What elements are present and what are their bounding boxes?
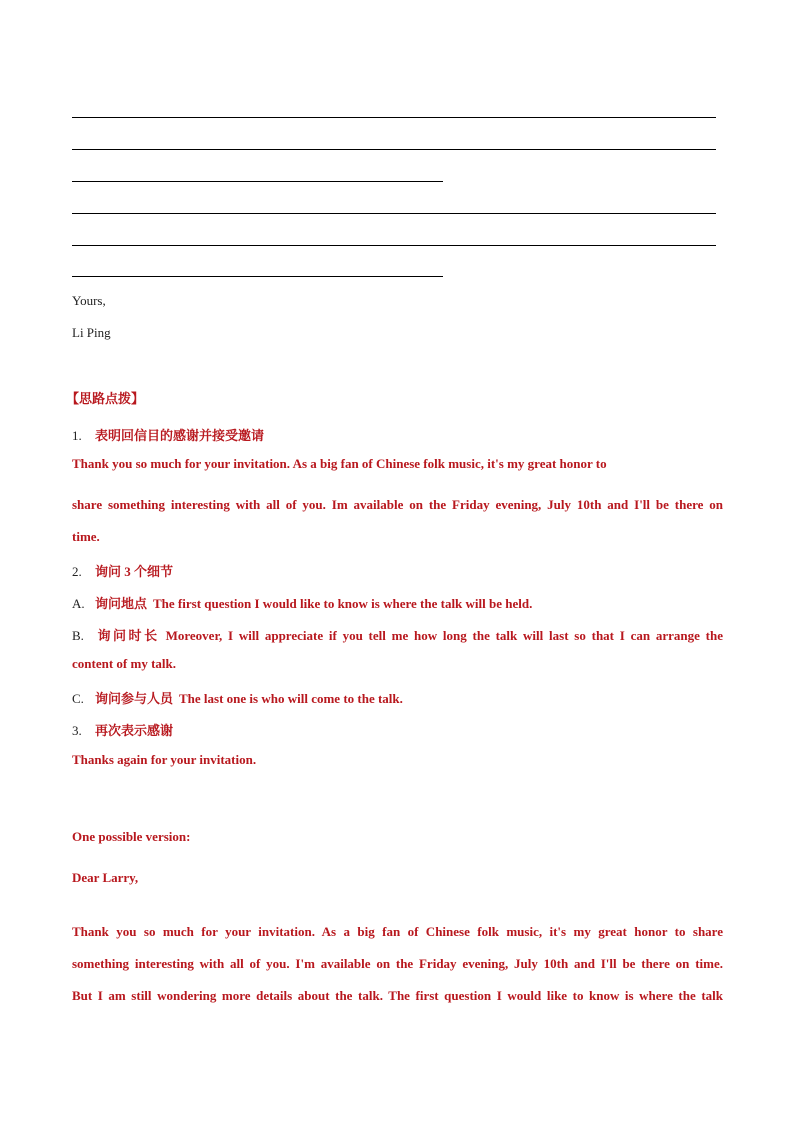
- sample-label: One possible version:: [72, 829, 191, 844]
- step-number: 3.: [72, 723, 82, 738]
- step-number: 1.: [72, 428, 82, 443]
- step-1-line: share something interesting with all of you. Im available on the Friday evening, July 10th and I'll be there on: [72, 497, 723, 512]
- sample-line: Thank you so much for your invitation. As a big fan of Chinese folk music, it's my great honor to share: [72, 924, 723, 939]
- detail-a: [72, 593, 532, 612]
- writing-line: [72, 181, 443, 182]
- detail-b: [72, 625, 723, 644]
- closing-yours: Yours,: [72, 293, 106, 308]
- step-2-title: 2. 询问 3 个细节: [72, 564, 174, 579]
- detail-title: 询问时长: [95, 628, 160, 643]
- writing-line: [72, 213, 716, 214]
- detail-text: The first question I would like to know is where the talk will be held.: [153, 596, 533, 611]
- detail-label: A.: [72, 596, 85, 611]
- step-1-title: 1. 表明回信目的感谢并接受邀请: [72, 428, 265, 443]
- detail-text: Moreover, I will appreciate if you tell me how long the talk will last so that I can arrange the: [165, 628, 723, 643]
- closing-name: Li Ping: [72, 325, 111, 340]
- detail-title: 询问地点: [95, 596, 148, 611]
- writing-line: [72, 117, 716, 118]
- step-3-title: 3. 再次表示感谢: [72, 723, 174, 738]
- detail-c: [72, 688, 403, 707]
- writing-line: [72, 276, 443, 277]
- sample-line: something interesting with all of you. I'm available on the Friday evening, July 10th and I'll be there on time.: [72, 956, 723, 971]
- sample-line: But I am still wondering more details about the talk. The first question I would like to know is where the talk: [72, 988, 723, 1003]
- detail-b-line2: content of my talk.: [72, 656, 176, 671]
- detail-label: B.: [72, 628, 84, 643]
- detail-title: 询问参与人员: [95, 691, 174, 706]
- step-3-text: Thanks again for your invitation.: [72, 752, 257, 767]
- writing-line: [72, 149, 716, 150]
- sample-greeting: Dear Larry,: [72, 870, 139, 885]
- tips-heading: 【思路点拨】: [66, 391, 145, 406]
- step-number: 2.: [72, 564, 82, 579]
- step-1-line: Thank you so much for your invitation. As a big fan of Chinese folk music, it's my great honor to: [72, 456, 607, 471]
- detail-label: C.: [72, 691, 84, 706]
- step-1-line: time.: [72, 529, 100, 544]
- detail-text: The last one is who will come to the talk.: [179, 691, 403, 706]
- writing-line: [72, 245, 716, 246]
